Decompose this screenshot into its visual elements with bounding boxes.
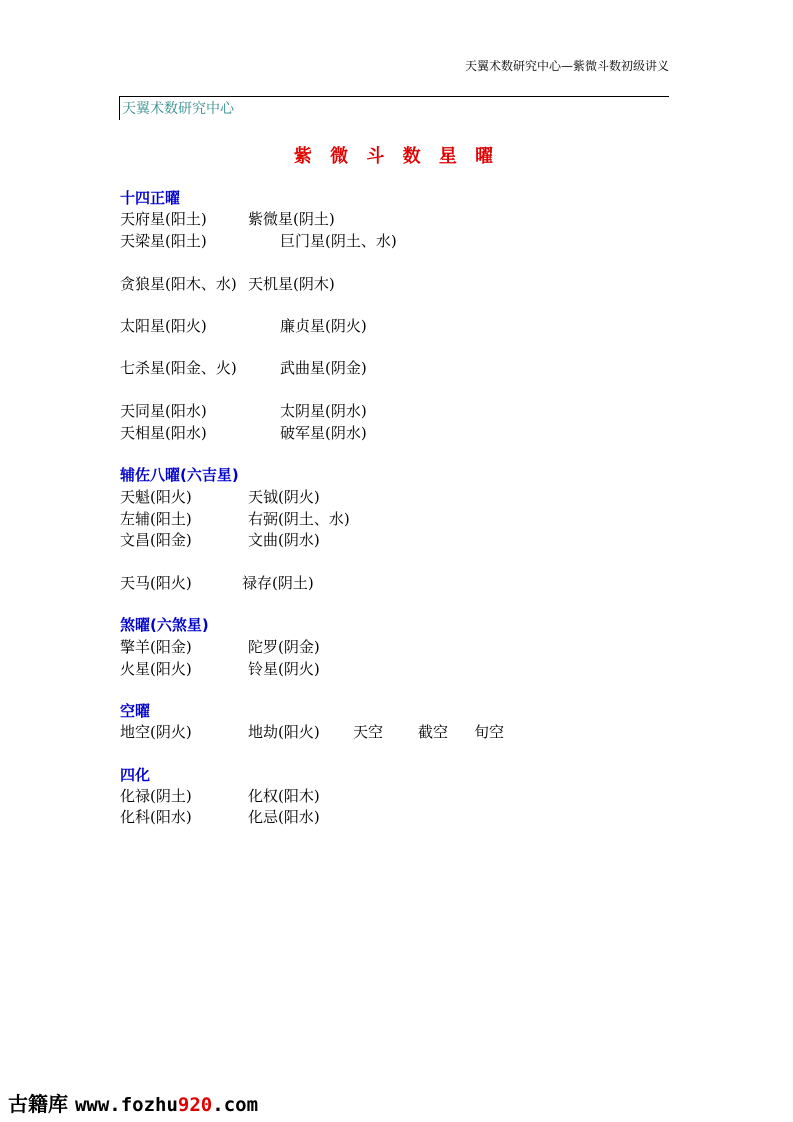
footer-url	[75, 1094, 258, 1116]
footer-url-number: 920	[177, 1094, 213, 1116]
star-item: 截空	[418, 723, 449, 741]
star-item: 天同星(阳水)	[120, 402, 207, 420]
running-header: 天翼术数研究中心—紫微斗数初级讲义	[464, 59, 669, 73]
footer-watermark	[8, 1088, 258, 1117]
star-item: 旬空	[474, 723, 505, 741]
section-heading-void: 空曜	[120, 702, 151, 720]
footer-url-suffix: .com	[212, 1094, 259, 1116]
star-item: 天梁星(阳土)	[120, 232, 207, 250]
star-item: 文昌(阳金)	[120, 531, 192, 549]
star-item: 禄存(阴土)	[242, 574, 314, 592]
star-item: 陀罗(阴金)	[248, 638, 320, 656]
star-item: 右弼(阴土、水)	[248, 510, 350, 528]
star-item: 擎羊(阳金)	[120, 638, 192, 656]
section-heading-main-stars: 十四正曜	[120, 189, 181, 207]
star-item: 天钺(阴火)	[248, 488, 320, 506]
star-item: 武曲星(阴金)	[280, 359, 367, 377]
star-item: 天魁(阳火)	[120, 488, 192, 506]
org-label: 天翼术数研究中心	[122, 101, 234, 117]
star-item: 铃星(阴火)	[248, 660, 320, 678]
star-item: 贪狼星(阳木、水)	[120, 275, 237, 293]
star-item: 化科(阳水)	[120, 808, 192, 826]
star-item: 天空	[353, 723, 384, 741]
star-item: 天相星(阳水)	[120, 424, 207, 442]
star-item: 文曲(阴水)	[248, 531, 320, 549]
star-item: 紫微星(阴土)	[248, 210, 335, 228]
star-item: 化禄(阴土)	[120, 787, 192, 805]
star-item: 廉贞星(阴火)	[280, 317, 367, 335]
star-item: 天机星(阴木)	[248, 275, 335, 293]
star-item: 化权(阳木)	[248, 787, 320, 805]
header-rule	[119, 96, 669, 97]
star-item: 地空(阴火)	[120, 723, 192, 741]
star-item: 地劫(阳火)	[248, 723, 320, 741]
section-heading-auxiliary: 辅佐八曜(六吉星)	[120, 466, 239, 484]
document-title: 紫 微 斗 数 星 曜	[293, 146, 500, 167]
star-item: 太阴星(阴水)	[280, 402, 367, 420]
star-item: 天马(阳火)	[120, 574, 192, 592]
footer-url-prefix: www.fozhu	[74, 1094, 178, 1116]
star-item: 左辅(阳土)	[120, 510, 192, 528]
header-rule-tick	[119, 96, 120, 120]
star-item: 化忌(阳水)	[248, 808, 320, 826]
star-item: 破军星(阴水)	[280, 424, 367, 442]
star-item: 七杀星(阳金、火)	[120, 359, 237, 377]
star-item: 天府星(阳土)	[120, 210, 207, 228]
star-item: 太阳星(阳火)	[120, 317, 207, 335]
footer-site-name: 古籍库	[8, 1092, 68, 1116]
star-item: 巨门星(阴土、水)	[280, 232, 397, 250]
star-item: 火星(阳火)	[120, 660, 192, 678]
section-heading-transform: 四化	[120, 766, 151, 784]
section-heading-malefic: 煞曜(六煞星)	[120, 616, 209, 634]
